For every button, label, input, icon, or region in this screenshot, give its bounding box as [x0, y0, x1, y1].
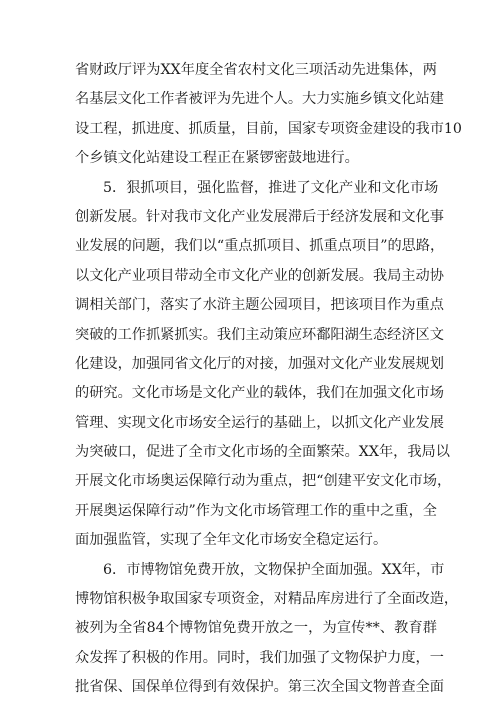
text-line: 业发展的问题，我们以“重点抓项目、抓重点项目”的思路，: [75, 238, 445, 255]
text-line: 批省保、国保单位得到有效保护。第三次全国文物普查全面: [75, 679, 444, 696]
text-line: 被列为全省84个博物馆免费开放之一，为宣传**、教育群: [75, 620, 437, 637]
text-line: 6．市博物馆免费开放，文物保护全面加强。XX年，市: [103, 561, 445, 578]
text-line: 调相关部门，落实了水浒主题公园项目，把该项目作为重点: [75, 297, 444, 314]
text-line: 管理、实现文化市场安全运行的基础上，以抓文化产业发展: [75, 414, 444, 431]
text-line: 为突破口，促进了全市文化市场的全面繁荣。XX年，我局以: [75, 444, 450, 461]
text-line: 博物馆积极争取国家专项资金，对精品库房进行了全面改造，: [75, 591, 459, 608]
text-line: 面加强监管，实现了全年文化市场安全稳定运行。: [75, 532, 388, 549]
text-line: 开展奥运保障行动”作为文化市场管理工作的重中之重，全: [75, 502, 437, 519]
text-line: 众发挥了积极的作用。同时，我们加强了文物保护力度，一: [75, 649, 444, 666]
text-line: 5．狠抓项目，强化监督，推进了文化产业和文化市场: [103, 179, 439, 196]
text-line: 名基层文化工作者被评为先进个人。大力实施乡镇文化站建: [75, 91, 444, 108]
text-line: 突破的工作抓紧抓实。我们主动策应环鄱阳湖生态经济区文: [75, 326, 444, 343]
text-line: 省财政厅评为XX年度全省农村文化三项活动先进集体，两: [75, 62, 437, 78]
text-line: 个乡镇文化站建设工程正在紧锣密鼓地进行。: [75, 150, 359, 167]
text-line: 创新发展。针对我市文化产业发展滞后于经济发展和文化事: [75, 208, 444, 225]
body-text: [75, 56, 462, 703]
text-line: 开展文化市场奥运保障行动为重点，把“创建平安文化市场，: [75, 473, 452, 490]
text-line: 设工程，抓进度、抓质量，目前，国家专项资金建设的我市10: [75, 120, 462, 137]
text-line: 的研究。文化市场是文化产业的载体，我们在加强文化市场: [75, 385, 444, 402]
text-line: 以文化产业项目带动全市文化产业的创新发展。我局主动协: [75, 267, 444, 284]
text-line: 化建设，加强同省文化厅的对接，加强对文化产业发展规划: [75, 355, 444, 372]
